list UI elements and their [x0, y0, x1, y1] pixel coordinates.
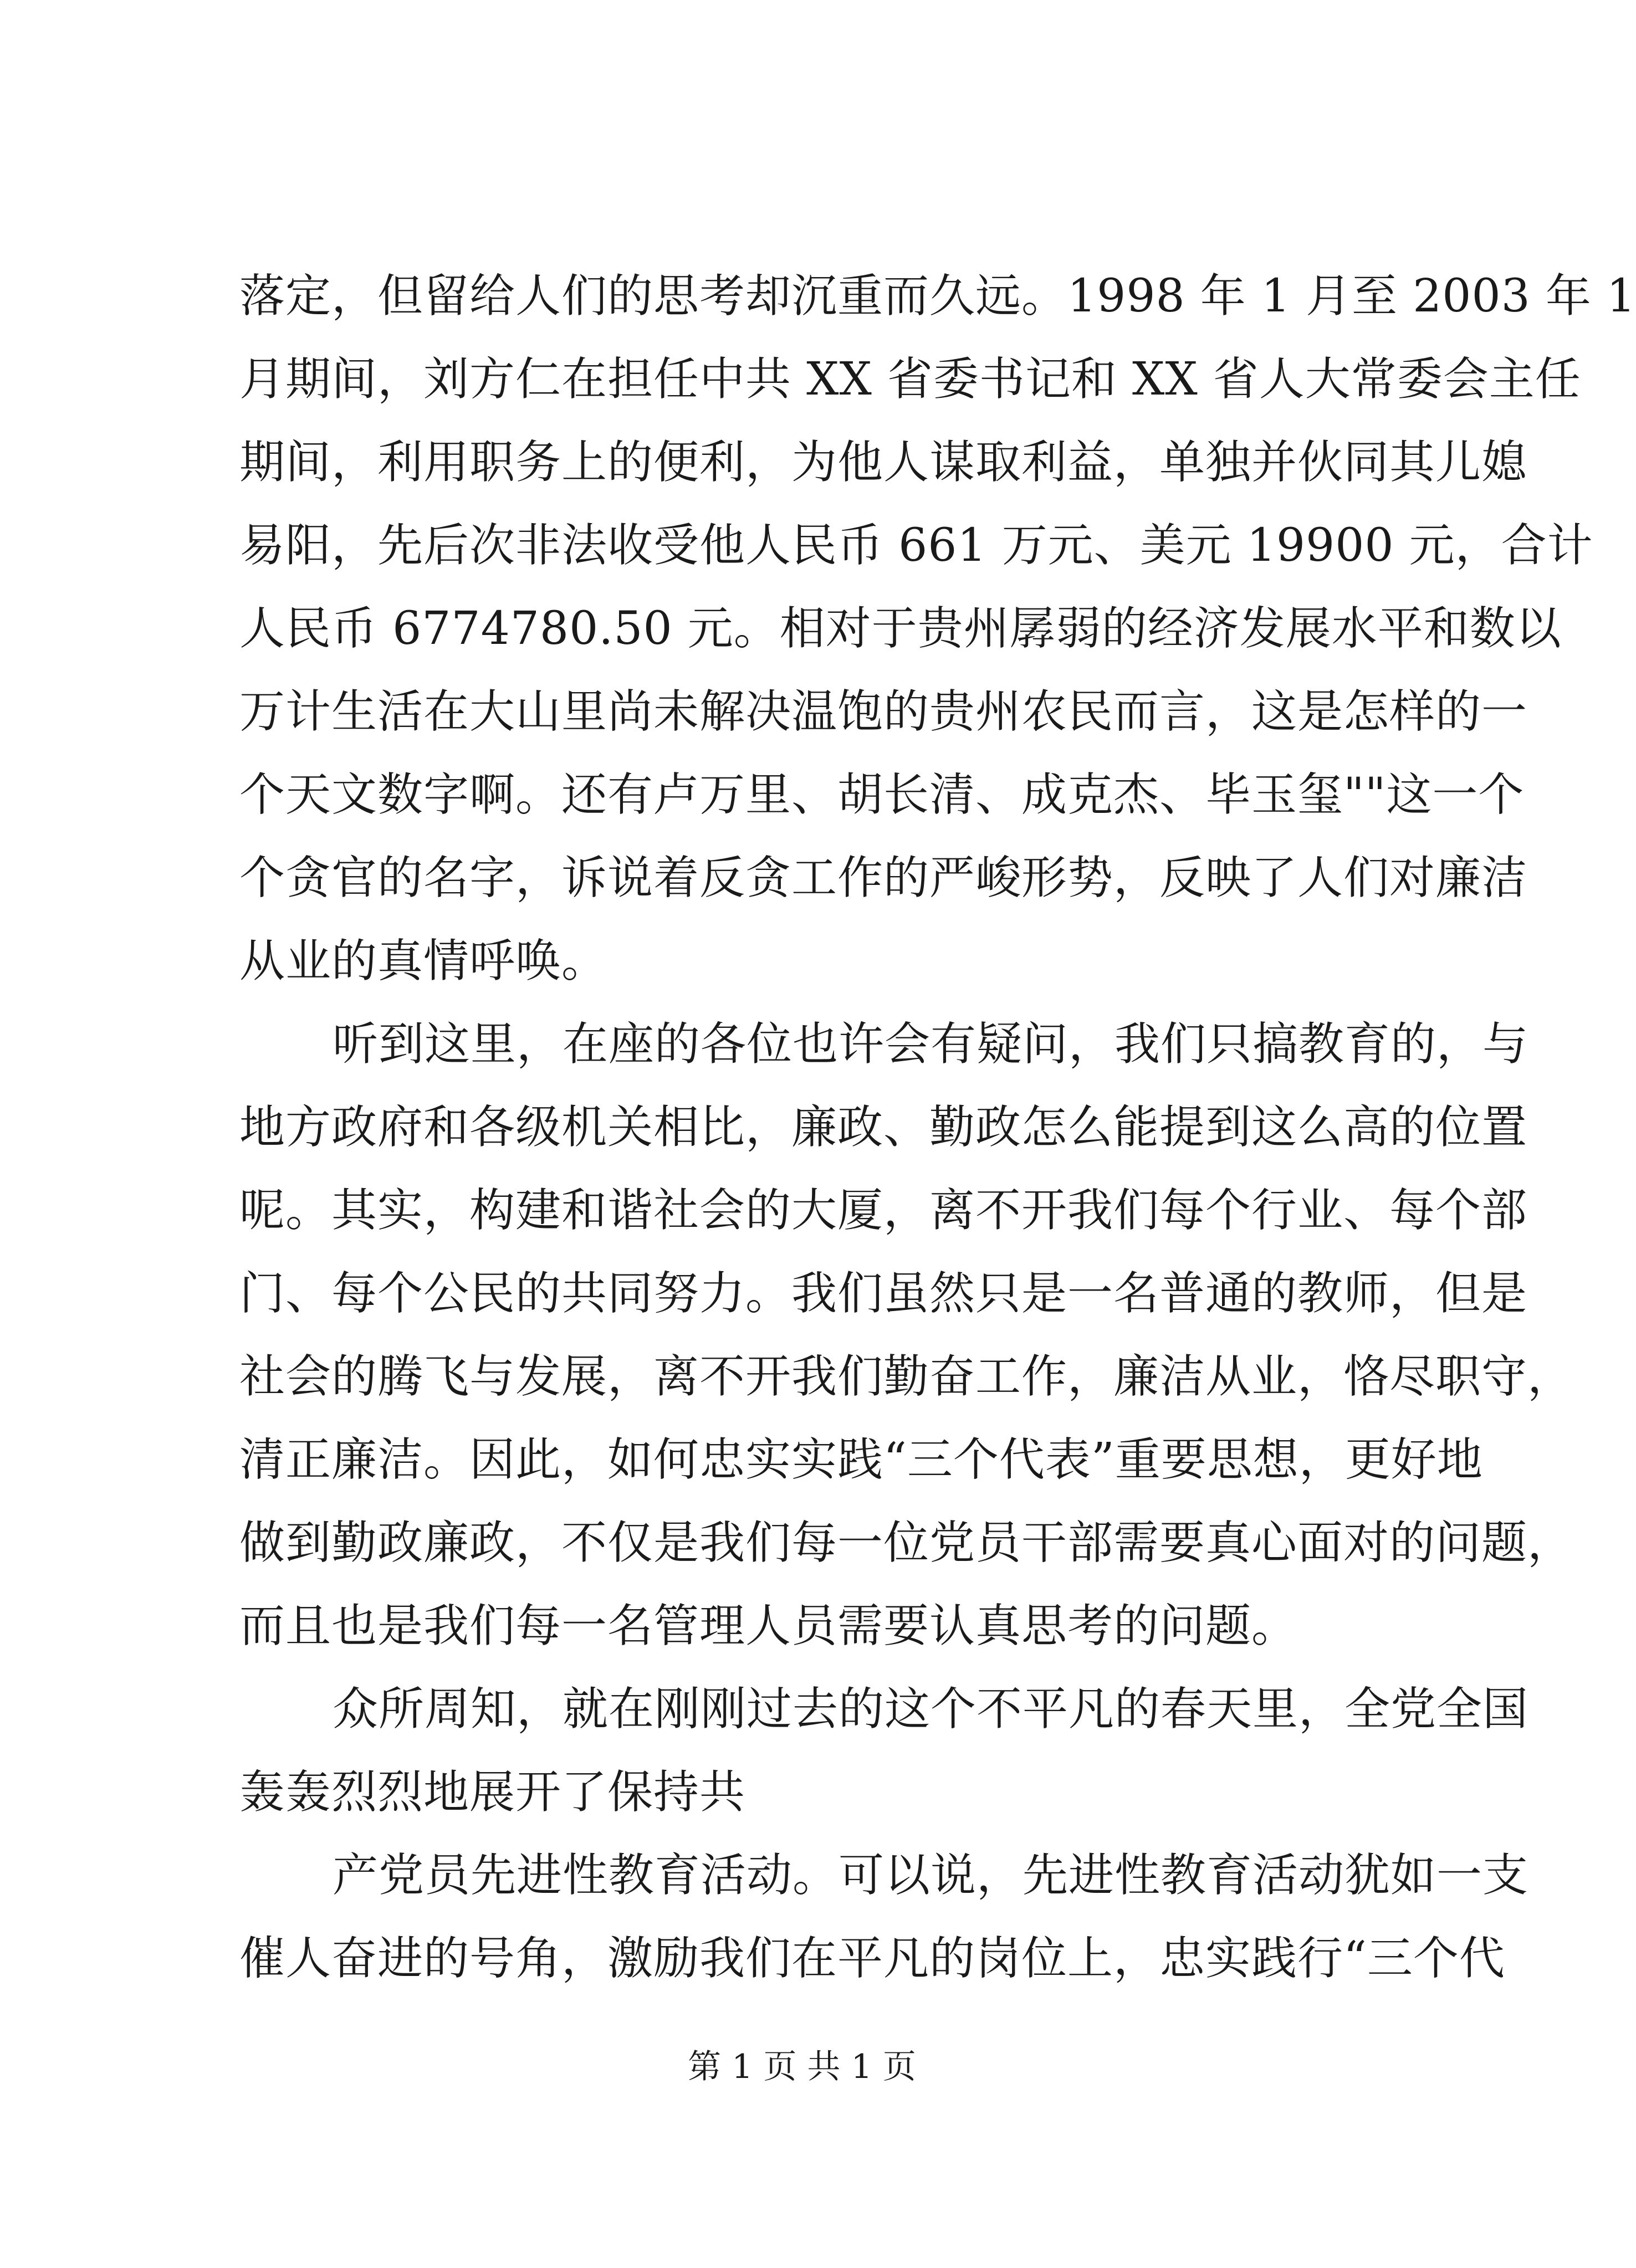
text-line: 催人奋进的号角，激励我们在平凡的岗位上，忠实践行“三个代	[239, 1932, 1505, 1985]
text-line: 地方政府和各级机关相比，廉政、勤政怎么能提到这么高的位置	[239, 1101, 1528, 1154]
text-line: 从业的真情呼唤。	[239, 935, 608, 987]
text-line: 社会的腾飞与发展，离不开我们勤奋工作，廉洁从业，恪尽职守，	[239, 1350, 1574, 1403]
text-line: 而且也是我们每一名管理人员需要认真思考的问题。	[239, 1600, 1298, 1652]
text-line: 人民币 6774780.50 元。相对于贵州孱弱的经济发展水平和数以	[239, 602, 1562, 655]
text-line: 落定，但留给人们的思考却沉重而久远。1998 年 1 月至 2003 年 1	[239, 270, 1636, 322]
text-line: 众所周知，就在刚刚过去的这个不平凡的春天里，全党全国	[333, 1683, 1529, 1735]
text-line: 门、每个公民的共同努力。我们虽然只是一名普通的教师，但是	[239, 1267, 1528, 1320]
text-line: 个贪官的名字，诉说着反贪工作的严峻形势，反映了人们对廉洁	[239, 852, 1528, 904]
text-line: 个天文数字啊。还有卢万里、胡长清、成克杰、毕玉玺""这一个	[239, 769, 1525, 821]
text-line: 清正廉洁。因此，如何忠实实践“三个代表”重要思想，更好地	[239, 1434, 1483, 1486]
text-line: 做到勤政廉政，不仅是我们每一位党员干部需要真心面对的问题，	[239, 1517, 1574, 1569]
document-body	[239, 255, 1636, 2000]
text-line: 月期间，刘方仁在担任中共 XX 省委书记和 XX 省人大常委会主任	[239, 353, 1581, 406]
text-line: 轰轰烈烈地展开了保持共	[239, 1766, 746, 1819]
text-line: 易阳，先后次非法收受他人民币 661 万元、美元 19900 元，合计	[239, 519, 1593, 572]
text-line: 听到这里，在座的各位也许会有疑问，我们只搞教育的，与	[333, 1018, 1529, 1071]
text-line: 产党员先进性教育活动。可以说，先进性教育活动犹如一支	[333, 1849, 1529, 1902]
text-line: 呢。其实，构建和谐社会的大厦，离不开我们每个行业、每个部	[239, 1184, 1528, 1237]
text-line: 期间，利用职务上的便利，为他人谋取利益，单独并伙同其儿媳	[239, 436, 1528, 489]
page-footer: 第 1 页 共 1 页	[688, 2047, 916, 2086]
text-line: 万计生活在大山里尚未解决温饱的贵州农民而言，这是怎样的一	[239, 685, 1528, 738]
